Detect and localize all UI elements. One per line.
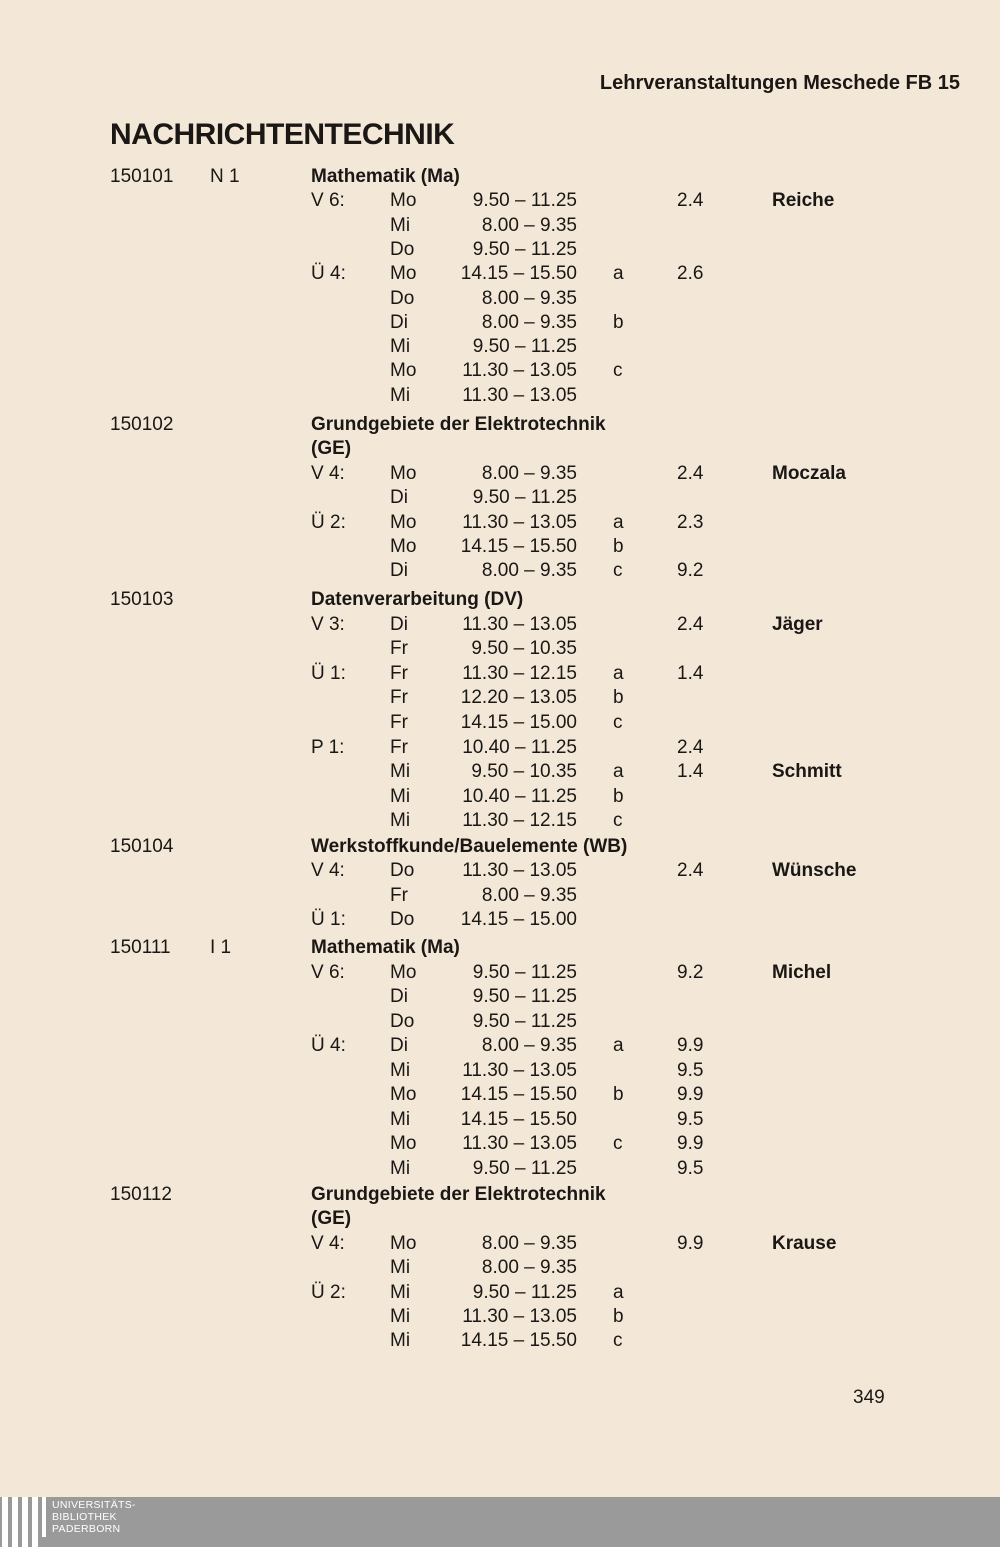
- room: 1.4: [677, 662, 704, 684]
- course-code: 150111: [110, 937, 171, 958]
- weekday: Mi: [390, 1330, 411, 1352]
- session-type: V 4:: [311, 462, 345, 484]
- schedule-row: [0, 311, 1000, 335]
- time-range: 9.50 – 11.25: [472, 238, 577, 260]
- room: 2.4: [677, 190, 704, 212]
- time-range: 8.00 – 9.35: [481, 311, 577, 333]
- subgroup: c: [613, 1330, 623, 1352]
- lecturer: Moczala: [772, 462, 846, 484]
- subgroup: a: [613, 761, 624, 783]
- weekday: Do: [390, 287, 415, 309]
- schedule-row: [0, 613, 1000, 637]
- schedule-row: [0, 238, 1000, 262]
- schedule-row: [0, 511, 1000, 535]
- session-type: Ü 2:: [311, 511, 346, 533]
- schedule-row: [0, 1305, 1000, 1329]
- weekday: Mi: [390, 1257, 411, 1279]
- time-range: 10.40 – 11.25: [462, 785, 577, 807]
- course-title: Mathematik (Ma): [311, 166, 460, 187]
- weekday: Fr: [390, 662, 408, 684]
- room: 2.6: [677, 263, 704, 285]
- lecturer: Schmitt: [772, 761, 842, 783]
- course-header-row: [0, 835, 1000, 859]
- room: 9.9: [677, 1133, 704, 1154]
- subgroup: a: [613, 662, 624, 684]
- library-name-line: BIBLIOTHEK: [52, 1511, 117, 1523]
- weekday: Mi: [390, 1059, 411, 1081]
- subgroup: b: [613, 311, 624, 333]
- time-range: 11.30 – 13.05: [462, 1306, 577, 1327]
- library-name-line: UNIVERSITÄTS-: [52, 1499, 136, 1511]
- room: 9.2: [677, 560, 704, 582]
- time-range: 11.30 – 12.15: [462, 662, 577, 684]
- time-range: 11.30 – 12.15: [462, 810, 577, 832]
- schedule-row: [0, 1329, 1000, 1353]
- course-title: Grundgebiete der Elektrotechnik: [311, 414, 606, 435]
- session-type: V 6:: [311, 961, 345, 983]
- schedule-row: [0, 711, 1000, 735]
- subgroup: a: [613, 1281, 624, 1303]
- schedule-row: [0, 189, 1000, 213]
- time-range: 8.00 – 9.35: [481, 1257, 577, 1279]
- group-label: N 1: [210, 166, 240, 187]
- weekday: Mi: [390, 384, 411, 406]
- schedule-row: [0, 359, 1000, 383]
- weekday: Mo: [390, 1084, 417, 1105]
- schedule-row: [0, 1010, 1000, 1034]
- course-code: 150101: [110, 166, 174, 187]
- weekday: Di: [390, 1035, 408, 1056]
- time-range: 8.00 – 9.35: [481, 1035, 577, 1056]
- weekday: Mo: [390, 263, 417, 285]
- course-title: (GE): [311, 438, 352, 460]
- time-range: 11.30 – 13.05: [462, 860, 577, 882]
- library-name-line: PADERBORN: [52, 1523, 121, 1535]
- time-range: 9.50 – 11.25: [472, 961, 577, 983]
- lecturer: Jäger: [772, 613, 823, 635]
- time-range: 8.00 – 9.35: [481, 884, 577, 906]
- time-range: 11.30 – 13.05: [462, 1133, 577, 1154]
- weekday: Mi: [390, 1108, 411, 1130]
- schedule-row: [0, 1059, 1000, 1083]
- lecturer: Michel: [772, 961, 832, 983]
- group-label: I 1: [210, 937, 232, 958]
- subgroup: c: [613, 712, 623, 733]
- schedule-row: [0, 384, 1000, 408]
- room: 9.5: [677, 1059, 704, 1081]
- time-range: 14.15 – 15.50: [460, 1108, 577, 1130]
- room: 2.4: [677, 462, 704, 484]
- session-type: V 6:: [311, 190, 345, 212]
- course-title: (GE): [311, 1208, 352, 1230]
- weekday: Mi: [390, 1306, 411, 1327]
- schedule-row: [0, 1207, 1000, 1231]
- schedule-row: [0, 884, 1000, 908]
- schedule-row: [0, 760, 1000, 784]
- schedule-row: [0, 785, 1000, 809]
- room: 2.4: [677, 613, 704, 635]
- time-range: 14.15 – 15.50: [460, 536, 577, 557]
- time-range: 8.00 – 9.35: [481, 287, 577, 309]
- room: 2.3: [677, 511, 704, 533]
- weekday: Do: [390, 860, 415, 882]
- lecturer: Krause: [772, 1232, 837, 1254]
- session-type: V 4:: [311, 860, 345, 882]
- page-number: 349: [853, 1387, 885, 1408]
- course-header-row: [0, 936, 1000, 960]
- schedule-row: [0, 809, 1000, 833]
- course-header-row: [0, 413, 1000, 437]
- weekday: Di: [390, 311, 408, 333]
- time-range: 9.50 – 10.35: [471, 761, 577, 783]
- session-type: Ü 1:: [311, 908, 346, 930]
- weekday: Mo: [390, 511, 417, 533]
- schedule-row: [0, 1157, 1000, 1181]
- schedule-row: [0, 1034, 1000, 1058]
- schedule-row: [0, 287, 1000, 311]
- schedule-row: [0, 437, 1000, 461]
- time-range: 11.30 – 13.05: [462, 1059, 577, 1081]
- lecturer: Reiche: [772, 190, 835, 212]
- section-title: NACHRICHTENTECHNIK: [110, 118, 455, 151]
- subgroup: a: [613, 263, 624, 285]
- time-range: 11.30 – 13.05: [462, 511, 577, 533]
- room: 9.2: [677, 961, 704, 983]
- schedule-row: [0, 559, 1000, 583]
- lecturer: Wünsche: [772, 860, 857, 882]
- weekday: Mo: [390, 536, 417, 557]
- course-code: 150112: [110, 1184, 172, 1205]
- room: 9.5: [677, 1157, 704, 1179]
- weekday: Mi: [390, 1281, 411, 1303]
- weekday: Mo: [390, 360, 417, 382]
- time-range: 14.15 – 15.00: [460, 712, 577, 733]
- course-header-row: [0, 1183, 1000, 1207]
- course-title: Datenverarbeitung (DV): [311, 589, 524, 610]
- library-footer-bar: [0, 1497, 1000, 1547]
- room: 1.4: [677, 761, 704, 783]
- subgroup: b: [613, 1306, 624, 1327]
- time-range: 9.50 – 11.25: [472, 336, 577, 358]
- session-type: P 1:: [311, 736, 345, 758]
- course-code: 150104: [110, 836, 174, 857]
- schedule-row: [0, 908, 1000, 932]
- weekday: Mo: [390, 1232, 417, 1254]
- weekday: Di: [390, 487, 408, 509]
- time-range: 8.00 – 9.35: [481, 214, 577, 236]
- schedule-row: [0, 1132, 1000, 1156]
- time-range: 9.50 – 11.25: [472, 487, 577, 509]
- weekday: Mo: [390, 190, 417, 212]
- schedule-row: [0, 486, 1000, 510]
- schedule-row: [0, 1083, 1000, 1107]
- schedule-row: [0, 535, 1000, 559]
- weekday: Do: [390, 1010, 415, 1032]
- weekday: Fr: [390, 687, 408, 709]
- schedule-row: [0, 859, 1000, 883]
- time-range: 8.00 – 9.35: [481, 1232, 577, 1254]
- library-logo-icon: [2, 1497, 48, 1547]
- course-code: 150102: [110, 414, 174, 435]
- room: 9.9: [677, 1232, 704, 1254]
- schedule-row: [0, 985, 1000, 1009]
- subgroup: b: [613, 687, 624, 709]
- weekday: Mo: [390, 462, 417, 484]
- subgroup: c: [613, 810, 623, 832]
- session-type: Ü 4:: [311, 263, 346, 285]
- subgroup: b: [613, 1084, 624, 1105]
- weekday: Mi: [390, 785, 411, 807]
- schedule-row: [0, 1281, 1000, 1305]
- schedule-row: [0, 686, 1000, 710]
- library-name: [52, 1499, 202, 1535]
- weekday: Fr: [390, 884, 408, 906]
- schedule-row: [0, 637, 1000, 661]
- room: 9.5: [677, 1108, 704, 1130]
- time-range: 9.50 – 10.35: [471, 638, 577, 660]
- room: 2.4: [677, 736, 704, 758]
- room: 2.4: [677, 860, 704, 882]
- schedule-row: [0, 961, 1000, 985]
- time-range: 8.00 – 9.35: [481, 560, 577, 582]
- course-code: 150103: [110, 589, 174, 610]
- subgroup: b: [613, 785, 624, 807]
- schedule-row: [0, 1232, 1000, 1256]
- time-range: 9.50 – 11.25: [472, 1281, 577, 1303]
- time-range: 11.30 – 13.05: [462, 360, 577, 382]
- time-range: 9.50 – 11.25: [472, 1010, 577, 1032]
- course-title: Grundgebiete der Elektrotechnik: [311, 1184, 606, 1205]
- course-title: Werkstoffkunde/Bauelemente (WB): [311, 836, 628, 857]
- subgroup: c: [613, 360, 623, 382]
- course-title: Mathematik (Ma): [311, 937, 460, 958]
- time-range: 9.50 – 11.25: [472, 190, 577, 212]
- schedule-row: [0, 736, 1000, 760]
- time-range: 14.15 – 15.00: [460, 908, 577, 930]
- weekday: Fr: [390, 638, 408, 660]
- weekday: Fr: [390, 712, 408, 733]
- weekday: Fr: [390, 736, 408, 758]
- weekday: Mo: [390, 1133, 417, 1154]
- time-range: 11.30 – 13.05: [462, 384, 577, 406]
- session-type: V 3:: [311, 613, 345, 635]
- subgroup: c: [613, 1133, 623, 1154]
- weekday: Di: [390, 613, 408, 635]
- weekday: Di: [390, 560, 408, 582]
- weekday: Do: [390, 908, 415, 930]
- room: 9.9: [677, 1084, 704, 1105]
- weekday: Mi: [390, 810, 411, 832]
- time-range: 10.40 – 11.25: [462, 736, 577, 758]
- course-header-row: [0, 588, 1000, 612]
- schedule-row: [0, 214, 1000, 238]
- time-range: 9.50 – 11.25: [472, 1157, 577, 1179]
- course-header-row: [0, 165, 1000, 189]
- time-range: 9.50 – 11.25: [472, 986, 577, 1007]
- room: 9.9: [677, 1035, 704, 1056]
- weekday: Mi: [390, 1157, 411, 1179]
- time-range: 8.00 – 9.35: [481, 462, 577, 484]
- time-range: 12.20 – 13.05: [460, 687, 577, 709]
- weekday: Do: [390, 238, 415, 260]
- running-header: Lehrveranstaltungen Meschede FB 15: [599, 72, 960, 94]
- time-range: 11.30 – 13.05: [462, 613, 577, 635]
- schedule-row: [0, 1256, 1000, 1280]
- weekday: Di: [390, 986, 408, 1007]
- schedule-row: [0, 462, 1000, 486]
- schedule-row: [0, 262, 1000, 286]
- time-range: 14.15 – 15.50: [460, 1084, 577, 1105]
- weekday: Mi: [390, 761, 411, 783]
- schedule-row: [0, 335, 1000, 359]
- schedule-row: [0, 662, 1000, 686]
- subgroup: a: [613, 511, 624, 533]
- time-range: 14.15 – 15.50: [460, 1330, 577, 1352]
- weekday: Mo: [390, 961, 417, 983]
- session-type: Ü 4:: [311, 1035, 346, 1056]
- weekday: Mi: [390, 214, 411, 236]
- schedule-row: [0, 1108, 1000, 1132]
- session-type: Ü 2:: [311, 1281, 346, 1303]
- time-range: 14.15 – 15.50: [460, 263, 577, 285]
- session-type: V 4:: [311, 1232, 345, 1254]
- subgroup: a: [613, 1035, 624, 1056]
- session-type: Ü 1:: [311, 662, 346, 684]
- weekday: Mi: [390, 336, 411, 358]
- subgroup: c: [613, 560, 623, 582]
- subgroup: b: [613, 536, 624, 557]
